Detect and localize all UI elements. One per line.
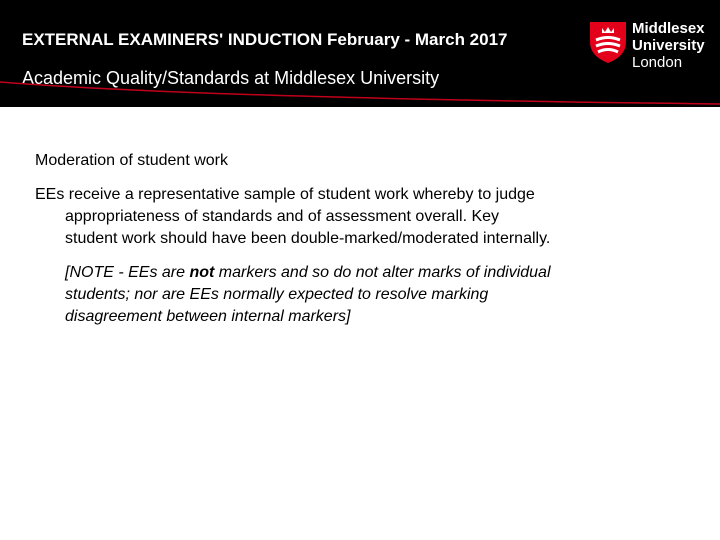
university-shield-logo-icon <box>588 18 628 64</box>
slide-header <box>0 0 720 107</box>
red-curve-line <box>0 80 720 107</box>
slide-subtitle: Academic Quality/Standards at Middlesex University <box>22 68 440 88</box>
body-paragraph: EEs receive a representative sample of student work whereby to judge appropriateness of standards and of assessment overall. Key student work should have been double-marked/moderated internally. <box>35 186 551 247</box>
section-heading: Moderation of student work <box>35 152 228 169</box>
slide-body <box>35 150 555 328</box>
university-logo-text: Middlesex University London <box>632 20 705 71</box>
note-paragraph: [NOTE - EEs are not markers and so do not alter marks of individual students; nor are EEs normally expected to resolve marking disagreement between internal markers] <box>65 264 551 325</box>
slide-title: EXTERNAL EXAMINERS' INDUCTION February - March 2017 <box>22 30 508 49</box>
